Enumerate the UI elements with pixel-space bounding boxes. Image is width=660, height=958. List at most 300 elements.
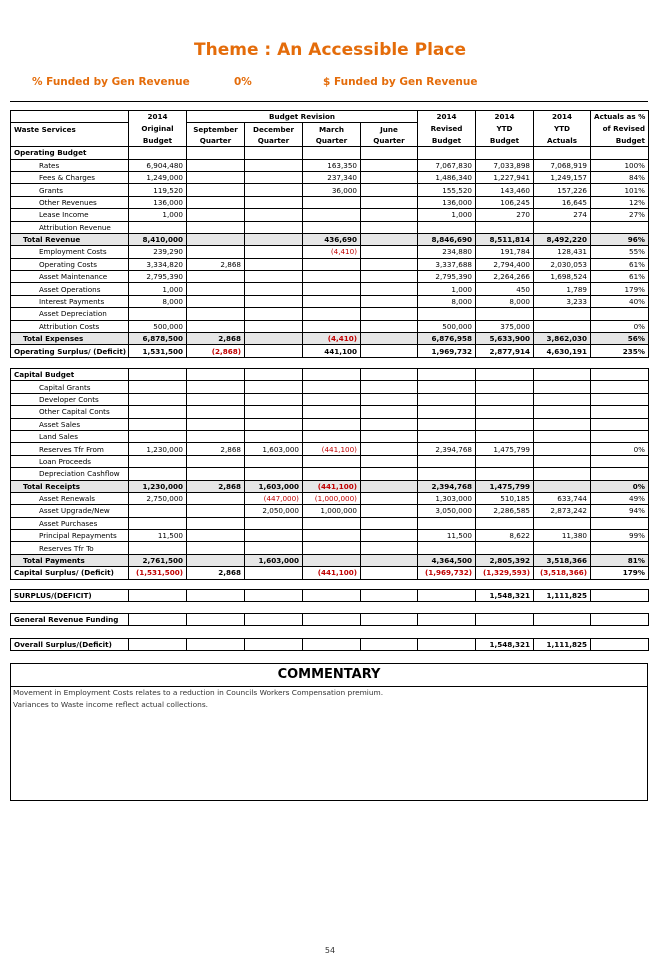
commentary-line: Movement in Employment Costs relates to a reduction in Councils Workers Compensation premium. <box>13 688 384 697</box>
row-value: 128,431 <box>534 246 591 258</box>
row-value <box>303 530 361 542</box>
row-value <box>534 542 591 554</box>
page-title: Theme : An Accessible Place <box>194 40 466 60</box>
row-value <box>187 639 245 651</box>
row-value: 7,067,830 <box>418 159 476 171</box>
row-label: Loan Proceeds <box>11 455 129 467</box>
row-value <box>361 505 418 517</box>
row-value <box>534 393 591 405</box>
row-label: Asset Maintenance <box>11 271 129 283</box>
header-cell: September <box>187 123 245 135</box>
row-value: 27% <box>591 209 649 221</box>
row-value <box>534 614 591 626</box>
row-value <box>476 517 534 529</box>
row-value: 55% <box>591 246 649 258</box>
row-value: 0% <box>591 320 649 332</box>
row-value: (441,100) <box>303 480 361 492</box>
row-value <box>303 468 361 480</box>
row-value: 1,548,321 <box>476 590 534 602</box>
row-value <box>303 430 361 442</box>
row-value <box>187 614 245 626</box>
row-value <box>187 381 245 393</box>
row-value: 136,000 <box>418 196 476 208</box>
row-value <box>187 393 245 405</box>
row-capital-grants <box>11 381 649 393</box>
row-value <box>591 393 649 405</box>
row-label: Asset Depreciation <box>11 308 129 320</box>
row-reserves-tfr-to <box>11 542 649 554</box>
row-value <box>245 271 303 283</box>
row-label: Attribution Revenue <box>11 221 129 233</box>
row-value <box>303 369 361 381</box>
row-label: Operating Budget <box>11 147 129 159</box>
row-value: 1,000 <box>418 283 476 295</box>
row-value: (1,000,000) <box>303 492 361 504</box>
row-value <box>303 196 361 208</box>
row-value: 40% <box>591 295 649 307</box>
header-cell: 2014 <box>534 111 591 123</box>
row-value: 0% <box>591 443 649 455</box>
row-value <box>245 542 303 554</box>
row-value <box>418 381 476 393</box>
row-value <box>129 614 187 626</box>
row-value <box>418 406 476 418</box>
row-label: Total Payments <box>11 554 129 566</box>
row-value <box>534 455 591 467</box>
row-value <box>187 554 245 566</box>
row-value <box>591 468 649 480</box>
row-employment-costs <box>11 246 649 258</box>
row-value <box>591 590 649 602</box>
row-value: 2,394,768 <box>418 480 476 492</box>
row-value: 1,111,825 <box>534 590 591 602</box>
row-value <box>476 406 534 418</box>
row-value <box>303 308 361 320</box>
row-value <box>187 246 245 258</box>
row-value <box>361 147 418 159</box>
row-value: 191,784 <box>476 246 534 258</box>
general-revenue-table <box>10 613 649 626</box>
row-value <box>303 554 361 566</box>
row-value: 2,877,914 <box>476 345 534 357</box>
row-value: 2,868 <box>187 333 245 345</box>
row-label: Reserves Tfr From <box>11 443 129 455</box>
row-value <box>418 147 476 159</box>
row-value: 8,492,220 <box>534 233 591 245</box>
row-value <box>303 418 361 430</box>
row-principal-repayments <box>11 530 649 542</box>
row-value: 510,185 <box>476 492 534 504</box>
row-grants <box>11 184 649 196</box>
row-asset-sales <box>11 418 649 430</box>
row-value <box>361 171 418 183</box>
row-value: 2,805,392 <box>476 554 534 566</box>
row-value <box>418 369 476 381</box>
row-value <box>245 468 303 480</box>
row-value: 56% <box>591 333 649 345</box>
row-total-receipts <box>11 480 649 492</box>
row-label: Operating Surplus/ (Deficit) <box>11 345 129 357</box>
header-cell: Budget <box>591 135 649 147</box>
row-value <box>361 283 418 295</box>
row-value <box>476 221 534 233</box>
header-cell: YTD <box>534 123 591 135</box>
header-cell: Budget <box>418 135 476 147</box>
row-value: 4,364,500 <box>418 554 476 566</box>
row-value: 450 <box>476 283 534 295</box>
row-value <box>418 639 476 651</box>
row-value <box>591 430 649 442</box>
row-value <box>303 639 361 651</box>
row-value <box>245 590 303 602</box>
row-value: 81% <box>591 554 649 566</box>
row-value: 179% <box>591 283 649 295</box>
row-value <box>361 393 418 405</box>
row-value: (4,410) <box>303 333 361 345</box>
row-asset-operations <box>11 283 649 295</box>
row-value <box>245 369 303 381</box>
row-value: 1,603,000 <box>245 554 303 566</box>
surplus-table <box>10 589 649 602</box>
row-value <box>245 221 303 233</box>
row-value: 2,264,266 <box>476 271 534 283</box>
row-label: SURPLUS/(DEFICIT) <box>11 590 129 602</box>
row-value <box>418 430 476 442</box>
row-value <box>303 542 361 554</box>
row-value: 106,245 <box>476 196 534 208</box>
row-operating-costs <box>11 258 649 270</box>
row-value: 2,050,000 <box>245 505 303 517</box>
row-value <box>129 369 187 381</box>
row-value <box>245 320 303 332</box>
row-value <box>245 283 303 295</box>
row-value: (441,100) <box>303 443 361 455</box>
row-value: 1,603,000 <box>245 480 303 492</box>
row-value: 12% <box>591 196 649 208</box>
row-attribution-revenue <box>11 221 649 233</box>
row-value <box>187 147 245 159</box>
header-row <box>11 111 649 123</box>
row-label: Capital Grants <box>11 381 129 393</box>
general-revenue-row <box>11 614 649 626</box>
row-value <box>187 184 245 196</box>
row-value: 11,500 <box>418 530 476 542</box>
row-value <box>361 590 418 602</box>
row-value: 94% <box>591 505 649 517</box>
row-value: 96% <box>591 233 649 245</box>
row-label: Principal Repayments <box>11 530 129 542</box>
row-label: Attribution Costs <box>11 320 129 332</box>
row-value <box>187 492 245 504</box>
row-value <box>245 614 303 626</box>
row-value: 2,868 <box>187 443 245 455</box>
row-value: 5,633,900 <box>476 333 534 345</box>
row-value: 3,862,030 <box>534 333 591 345</box>
row-value <box>361 369 418 381</box>
row-value: 3,334,820 <box>129 258 187 270</box>
row-value: (4,410) <box>303 246 361 258</box>
row-value: 1,111,825 <box>534 639 591 651</box>
row-value <box>129 430 187 442</box>
row-value <box>187 233 245 245</box>
row-value <box>245 418 303 430</box>
row-value <box>476 369 534 381</box>
row-value: 2,868 <box>187 567 245 579</box>
row-value <box>245 345 303 357</box>
row-value <box>591 308 649 320</box>
row-value <box>187 418 245 430</box>
row-value <box>534 147 591 159</box>
row-value: 143,460 <box>476 184 534 196</box>
row-value <box>245 159 303 171</box>
row-value <box>129 542 187 554</box>
row-value <box>129 221 187 233</box>
header-cell: Original <box>129 123 187 135</box>
row-value <box>187 221 245 233</box>
row-value: 500,000 <box>129 320 187 332</box>
row-value: 237,340 <box>303 171 361 183</box>
row-value <box>591 455 649 467</box>
row-value <box>361 320 418 332</box>
row-value: 6,904,480 <box>129 159 187 171</box>
row-value <box>245 184 303 196</box>
row-value: (2,868) <box>187 345 245 357</box>
row-label: Total Revenue <box>11 233 129 245</box>
row-value: 179% <box>591 567 649 579</box>
row-value: 119,520 <box>129 184 187 196</box>
row-value: 1,227,941 <box>476 171 534 183</box>
row-asset-purchases <box>11 517 649 529</box>
overall-surplus-table <box>10 638 649 651</box>
row-value <box>476 542 534 554</box>
row-value: 49% <box>591 492 649 504</box>
row-label: Fees & Charges <box>11 171 129 183</box>
row-value <box>245 406 303 418</box>
row-value <box>476 308 534 320</box>
row-value <box>187 406 245 418</box>
row-value <box>245 171 303 183</box>
row-total-expenses <box>11 333 649 345</box>
row-value: 1,603,000 <box>245 443 303 455</box>
row-value <box>476 381 534 393</box>
row-value <box>245 381 303 393</box>
row-depreciation-cashflow <box>11 468 649 480</box>
top-divider <box>10 101 648 102</box>
row-value <box>245 147 303 159</box>
row-value <box>534 369 591 381</box>
row-value <box>361 455 418 467</box>
row-value <box>361 196 418 208</box>
row-value: 2,873,242 <box>534 505 591 517</box>
row-value: 2,394,768 <box>418 443 476 455</box>
header-cell: Quarter <box>303 135 361 147</box>
row-value: 235% <box>591 345 649 357</box>
row-value <box>361 480 418 492</box>
row-value: 1,000 <box>129 209 187 221</box>
operating-budget-table <box>10 110 649 358</box>
row-value <box>129 468 187 480</box>
row-value: 2,868 <box>187 258 245 270</box>
row-asset-upgrade-new <box>11 505 649 517</box>
row-value: 633,744 <box>534 492 591 504</box>
row-label: Lease Income <box>11 209 129 221</box>
row-value <box>187 468 245 480</box>
row-value <box>187 283 245 295</box>
row-total-payments <box>11 554 649 566</box>
row-value <box>591 542 649 554</box>
row-label: Reserves Tfr To <box>11 542 129 554</box>
row-interest-payments <box>11 295 649 307</box>
row-value: 36,000 <box>303 184 361 196</box>
row-value: 436,690 <box>303 233 361 245</box>
row-value: 11,500 <box>129 530 187 542</box>
row-value <box>361 308 418 320</box>
row-value: 7,033,898 <box>476 159 534 171</box>
header-cell: 2014 <box>418 111 476 123</box>
header-cell: December <box>245 123 303 135</box>
row-value <box>129 308 187 320</box>
row-value <box>534 406 591 418</box>
row-value <box>591 517 649 529</box>
row-value <box>361 246 418 258</box>
row-value <box>245 295 303 307</box>
row-value <box>245 517 303 529</box>
row-value <box>591 369 649 381</box>
row-value: 3,233 <box>534 295 591 307</box>
row-label: Interest Payments <box>11 295 129 307</box>
header-cell-budget-revision: Budget Revision <box>187 111 418 123</box>
row-value <box>129 147 187 159</box>
row-total-revenue <box>11 233 649 245</box>
row-value <box>591 418 649 430</box>
row-capital-surplus-deficit <box>11 567 649 579</box>
row-value <box>303 271 361 283</box>
row-value <box>187 308 245 320</box>
row-value <box>129 505 187 517</box>
row-value: (441,100) <box>303 567 361 579</box>
row-value: 1,789 <box>534 283 591 295</box>
row-value <box>129 455 187 467</box>
row-value <box>361 517 418 529</box>
header-cell: 2014 <box>476 111 534 123</box>
dollar-funded-label: $ Funded by Gen Revenue <box>323 76 478 88</box>
header-cell: Actuals as % <box>591 111 649 123</box>
row-asset-renewals <box>11 492 649 504</box>
page-number: 54 <box>324 946 336 955</box>
header-cell: Quarter <box>361 135 418 147</box>
row-value <box>187 159 245 171</box>
row-value <box>245 196 303 208</box>
row-value: 8,846,690 <box>418 233 476 245</box>
row-value <box>187 369 245 381</box>
row-value <box>591 381 649 393</box>
row-capital-budget <box>11 369 649 381</box>
row-label: Developer Conts <box>11 393 129 405</box>
row-value <box>476 614 534 626</box>
row-value <box>245 455 303 467</box>
header-cell: Revised <box>418 123 476 135</box>
row-value <box>245 258 303 270</box>
row-value <box>361 159 418 171</box>
row-value <box>245 530 303 542</box>
row-value <box>245 246 303 258</box>
row-value <box>476 418 534 430</box>
row-label: Grants <box>11 184 129 196</box>
row-value <box>187 196 245 208</box>
row-value: 8,410,000 <box>129 233 187 245</box>
row-value <box>361 492 418 504</box>
row-value: 1,000,000 <box>303 505 361 517</box>
row-value <box>476 468 534 480</box>
row-value <box>129 517 187 529</box>
row-loan-proceeds <box>11 455 649 467</box>
commentary-title: COMMENTARY <box>11 664 647 687</box>
row-fees-charges <box>11 171 649 183</box>
header-cell: Budget <box>129 135 187 147</box>
row-value: 157,226 <box>534 184 591 196</box>
row-operating-surplus-deficit <box>11 345 649 357</box>
row-value: 1,249,157 <box>534 171 591 183</box>
row-value <box>245 393 303 405</box>
row-value: 84% <box>591 171 649 183</box>
row-value: 270 <box>476 209 534 221</box>
row-value <box>534 381 591 393</box>
row-value <box>361 333 418 345</box>
header-cell: June <box>361 123 418 135</box>
overall-surplus-row <box>11 639 649 651</box>
row-value <box>591 406 649 418</box>
row-value <box>187 320 245 332</box>
row-value <box>187 542 245 554</box>
row-value <box>361 295 418 307</box>
row-value <box>187 517 245 529</box>
row-value: 6,876,958 <box>418 333 476 345</box>
row-value <box>303 406 361 418</box>
header-row <box>11 135 649 147</box>
header-cell: Budget <box>476 135 534 147</box>
row-value <box>245 430 303 442</box>
row-value: 6,878,500 <box>129 333 187 345</box>
row-label: Asset Purchases <box>11 517 129 529</box>
row-value <box>361 567 418 579</box>
row-value: 1,303,000 <box>418 492 476 504</box>
row-value <box>303 209 361 221</box>
row-value: 61% <box>591 258 649 270</box>
row-value: 1,475,799 <box>476 480 534 492</box>
row-value: 61% <box>591 271 649 283</box>
row-other-revenues <box>11 196 649 208</box>
row-value: 239,290 <box>129 246 187 258</box>
row-value <box>476 147 534 159</box>
row-label: Asset Renewals <box>11 492 129 504</box>
row-value <box>129 590 187 602</box>
commentary-line: Variances to Waste income reflect actual collections. <box>13 700 209 709</box>
row-value <box>591 221 649 233</box>
row-value <box>129 381 187 393</box>
surplus-row <box>11 590 649 602</box>
row-value <box>187 295 245 307</box>
row-value: 1,698,524 <box>534 271 591 283</box>
row-value: 0% <box>591 480 649 492</box>
header-cell: Quarter <box>187 135 245 147</box>
row-value: 1,249,000 <box>129 171 187 183</box>
header-cell: Quarter <box>245 135 303 147</box>
row-other-capital-conts <box>11 406 649 418</box>
row-label: Overall Surplus/(Deficit) <box>11 639 129 651</box>
row-value <box>303 258 361 270</box>
row-value: 8,622 <box>476 530 534 542</box>
row-value <box>129 406 187 418</box>
